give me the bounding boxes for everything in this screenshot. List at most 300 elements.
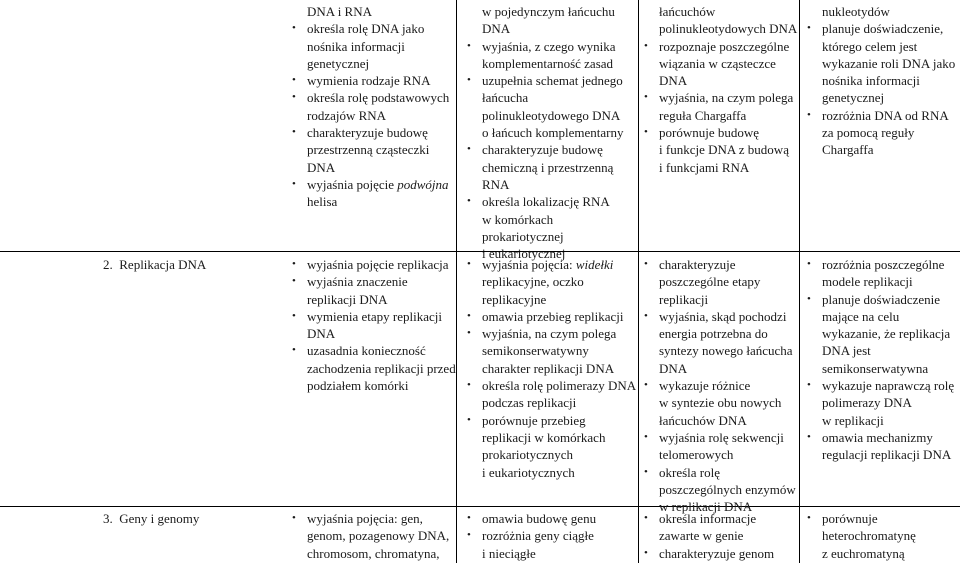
bullet-line [482, 89, 637, 106]
bullet-line [307, 55, 455, 72]
bullet-icon: • [644, 430, 648, 443]
bullet-item [644, 124, 798, 176]
bullet-line [822, 446, 959, 463]
bullet-line [482, 527, 637, 544]
bullet-text: wyjaśnia pojęcie [307, 176, 398, 192]
bullet-icon: • [292, 512, 296, 524]
bullet-item [467, 527, 637, 562]
extended-row1-cell [467, 3, 637, 262]
bullet-line [822, 360, 959, 377]
bullet-item [292, 89, 455, 124]
bullet-text: omawia budowę genu [482, 511, 597, 526]
extended-row1-lead [482, 3, 637, 38]
bullet-line [659, 342, 798, 359]
bullet-item [644, 464, 798, 516]
bullet-line [482, 211, 637, 228]
bullet-line [482, 510, 637, 527]
bullet-line [822, 429, 959, 446]
bullet-item [467, 510, 637, 527]
bullet-text: wyjaśnia rolę sekwencji [659, 429, 784, 445]
bullet-text: i nieciągłe [482, 545, 536, 561]
bullet-line [659, 545, 798, 562]
bullet-line [659, 308, 798, 325]
bullet-text: wyjaśnia pojęcie replikacja [307, 257, 449, 272]
bullet-list [292, 20, 455, 210]
bullet-icon: • [467, 195, 471, 208]
bullet-text: mające na celu [822, 308, 900, 324]
bullet-line [822, 273, 959, 290]
bullet-line [822, 256, 959, 273]
bullet-text: chemiczną i przestrzenną [482, 159, 614, 175]
bullet-line [482, 446, 637, 463]
bullet-text: heterochromatynę [822, 528, 916, 544]
advanced-row1-lead [659, 3, 798, 38]
bullet-text: rozróżnia poszczególne [822, 257, 945, 272]
bullet-text: zachodzenia replikacji przed [307, 360, 456, 376]
bullet-text: wykazuje różnice [659, 378, 751, 394]
bullet-text: poszczególne etapy [659, 274, 761, 290]
bullet-text: i eukariotycznych [482, 464, 575, 480]
bullet-line [822, 412, 959, 429]
italic-term: widełki [575, 257, 614, 272]
bullet-line [659, 273, 798, 290]
bullet-line [482, 308, 637, 325]
bullet-text: charakteryzuje budowę [307, 125, 428, 141]
bullet-text: w replikacji [822, 412, 884, 428]
bullet-item [292, 308, 455, 343]
bullet-item [467, 308, 637, 325]
bullet-line [482, 464, 637, 481]
bullet-line [822, 394, 959, 411]
extended-row3-cell [467, 510, 637, 562]
bullet-icon: • [807, 258, 811, 270]
bullet-list [807, 256, 959, 464]
bullet-text: rodzajów RNA [307, 107, 387, 123]
bullet-text: replikacji DNA [307, 291, 388, 307]
bullet-line [822, 124, 959, 141]
bullet-icon: • [292, 91, 296, 104]
bullet-icon: • [292, 344, 296, 357]
bullet-item [467, 72, 637, 141]
bullet-icon: • [292, 74, 296, 87]
bullet-text: replikacji w komórkach [482, 429, 606, 445]
bullet-line [307, 342, 455, 359]
bullet-icon: • [807, 512, 811, 524]
bullet-text: uzasadnia konieczność [307, 343, 426, 359]
bullet-text: rozróżnia geny ciągłe [482, 528, 594, 544]
bullet-icon: • [292, 309, 296, 322]
bullet-line [659, 325, 798, 342]
basic-row1-cell [292, 3, 455, 211]
bullet-text: wiązania w cząsteczce [659, 55, 776, 71]
bullet-text: o łańcuch komplementarny [482, 125, 624, 141]
bullet-list [467, 256, 637, 481]
bullet-item [467, 38, 637, 73]
bullet-line [659, 55, 798, 72]
bullet-line [307, 176, 455, 193]
basic-row2-cell [292, 256, 456, 394]
bullet-text: wykazanie, że replikacja [822, 326, 951, 342]
bullet-line [482, 228, 637, 245]
bullet-line [659, 360, 798, 377]
bullet-icon: • [644, 309, 648, 322]
bullet-line [822, 510, 959, 527]
bullet-text: wyjaśnia, na czym polega [482, 326, 617, 342]
bullet-line [482, 273, 637, 290]
bullet-line [822, 141, 959, 158]
bullet-line [307, 510, 455, 527]
bullet-line [307, 141, 455, 158]
basic-row1-lead: DNA i RNA [307, 4, 373, 19]
column-divider [456, 0, 457, 563]
bullet-text: omawia mechanizmy [822, 429, 933, 445]
bullet-text: za pomocą reguły [822, 125, 915, 141]
continuation-line: w pojedynczym łańcuchu [482, 4, 615, 19]
bullet-item [644, 429, 798, 464]
bullet-item [807, 256, 959, 291]
bullet-item [807, 291, 959, 377]
bullet-line [307, 89, 455, 106]
bullet-line [482, 256, 637, 273]
bullet-text: z euchromatyną [822, 545, 905, 561]
bullet-text: wyjaśnia pojęcia: gen, [307, 511, 423, 526]
bullet-line [482, 325, 637, 342]
continuation-line: nukleotydów [822, 4, 890, 19]
row-divider [0, 506, 960, 507]
bullet-item [807, 20, 959, 106]
bullet-line [482, 342, 637, 359]
bullet-line [307, 20, 455, 37]
bullet-line [659, 429, 798, 446]
bullet-line [307, 72, 455, 89]
bullet-text: modele replikacji [822, 274, 913, 290]
bullet-line [822, 38, 959, 55]
italic-term: podwójna [397, 176, 449, 192]
bullet-line [482, 55, 637, 72]
bullet-text: wyjaśnia, skąd pochodzi [659, 308, 787, 324]
bullet-text: semikonserwatywna [822, 360, 929, 376]
excellent-row1-cell [807, 3, 959, 159]
section-title: Geny i genomy [119, 511, 200, 526]
bullet-item [292, 124, 455, 176]
bullet-list [467, 38, 637, 263]
bullet-item [807, 510, 959, 562]
continuation-line: DNA [482, 21, 511, 37]
bullet-icon: • [467, 143, 471, 156]
bullet-text: regulacji replikacji DNA [822, 447, 952, 463]
bullet-text: replikacji [659, 291, 709, 307]
bullet-text: DNA [659, 360, 688, 376]
bullet-line [659, 510, 798, 527]
bullet-line [659, 464, 798, 481]
bullet-text: planuje doświadczenie, [822, 21, 944, 37]
section-title-replication [103, 257, 206, 273]
bullet-line [482, 412, 637, 429]
bullet-text: charakter replikacji DNA [482, 360, 615, 376]
bullet-line [307, 107, 455, 124]
bullet-text: podziałem komórki [307, 378, 409, 394]
bullet-icon: • [467, 258, 471, 270]
bullet-line [307, 308, 455, 325]
bullet-list [807, 510, 959, 562]
bullet-text: helisa [307, 194, 338, 210]
bullet-text: omawia przebieg replikacji [482, 308, 624, 324]
bullet-icon: • [807, 379, 811, 392]
bullet-text: semikonserwatywny [482, 343, 589, 359]
bullet-line [822, 107, 959, 124]
bullet-item [467, 377, 637, 412]
bullet-text: i funkcjami RNA [659, 159, 750, 175]
bullet-icon: • [807, 292, 811, 305]
bullet-item [644, 89, 798, 124]
bullet-line [822, 89, 959, 106]
bullet-text: nośnika informacji [822, 73, 920, 89]
bullet-item [467, 412, 637, 481]
bullet-text: chromosom, chromatyna, [307, 545, 440, 561]
bullet-line [482, 176, 637, 193]
continuation-line: łańcuchów [659, 4, 716, 19]
bullet-line [482, 124, 637, 141]
bullet-line [482, 72, 637, 89]
bullet-line [659, 291, 798, 308]
bullet-item [807, 429, 959, 464]
bullet-text: w syntezie obu nowych [659, 395, 782, 411]
bullet-item [644, 256, 798, 308]
bullet-icon: • [644, 91, 648, 104]
bullet-item [644, 377, 798, 429]
bullet-text: charakteryzuje budowę [482, 142, 603, 158]
bullet-text: zawarte w genie [659, 528, 744, 544]
bullet-icon: • [644, 546, 648, 559]
bullet-line [822, 325, 959, 342]
advanced-row1-cell [644, 3, 798, 176]
bullet-line [659, 256, 798, 273]
bullet-text: genetycznej [307, 55, 370, 71]
bullet-icon: • [467, 39, 471, 52]
bullet-icon: • [292, 126, 296, 139]
bullet-line [482, 394, 637, 411]
bullet-text: w replikacji DNA [659, 499, 753, 515]
continuation-line: polinukleotydowych DNA [659, 21, 798, 37]
bullet-text: planuje doświadczenie [822, 291, 941, 307]
bullet-line [307, 527, 455, 544]
bullet-text: DNA jest [822, 343, 871, 359]
bullet-line [822, 55, 959, 72]
bullet-line [822, 527, 959, 544]
bullet-icon: • [644, 465, 648, 478]
section-number: 3. [103, 511, 113, 526]
bullet-icon: • [467, 327, 471, 340]
bullet-text: rozpoznaje poszczególne [659, 38, 790, 54]
bullet-text: genetycznej [822, 90, 885, 106]
bullet-line [659, 412, 798, 429]
column-divider [799, 0, 800, 563]
bullet-icon: • [644, 126, 648, 139]
bullet-text: syntezy nowego łańcucha [659, 343, 793, 359]
bullet-line [307, 193, 455, 210]
bullet-text: genom, pozagenowy DNA, [307, 528, 450, 544]
bullet-text: porównuje budowę [659, 125, 760, 141]
bullet-text: porównuje [822, 511, 878, 526]
excellent-row3-cell [807, 510, 959, 562]
extended-row2-cell [467, 256, 637, 481]
bullet-icon: • [467, 413, 471, 426]
bullet-icon: • [644, 512, 648, 524]
bullet-text: reguła Chargaffa [659, 107, 747, 123]
bullet-text: nośnika informacji [307, 38, 405, 54]
bullet-text: określa rolę podstawowych [307, 90, 450, 106]
section-title-genes [103, 511, 199, 527]
bullet-line [482, 38, 637, 55]
excellent-row1-lead [822, 3, 959, 20]
bullet-icon: • [807, 430, 811, 443]
bullet-text: porównuje przebieg [482, 412, 586, 428]
bullet-item [292, 176, 455, 211]
bullet-line [307, 325, 455, 342]
bullet-line [307, 291, 455, 308]
bullet-line [307, 256, 455, 273]
bullet-text: DNA [307, 326, 336, 342]
bullet-line [482, 429, 637, 446]
bullet-line [307, 273, 455, 290]
excellent-row2-cell [807, 256, 959, 464]
bullet-line [482, 159, 637, 176]
bullet-line [822, 342, 959, 359]
bullet-text: w komórkach [482, 211, 554, 227]
bullet-line [659, 446, 798, 463]
bullet-line [482, 193, 637, 210]
bullet-icon: • [467, 529, 471, 542]
bullet-text: którego celem jest [822, 38, 918, 54]
bullet-icon: • [292, 258, 296, 270]
bullet-line [482, 291, 637, 308]
bullet-line [822, 72, 959, 89]
bullet-line [659, 38, 798, 55]
bullet-item [644, 510, 798, 545]
bullet-line [659, 72, 798, 89]
bullet-text: wymienia rodzaje RNA [307, 73, 431, 89]
bullet-text: wymienia etapy replikacji [307, 308, 443, 324]
section-number: 2. [103, 257, 113, 272]
bullet-line [822, 377, 959, 394]
bullet-text: wyjaśnia, na czym polega [659, 90, 794, 106]
bullet-text: prokariotycznych [482, 447, 573, 463]
bullet-line [659, 141, 798, 158]
bullet-item [292, 510, 455, 562]
bullet-text: komplementarność zasad [482, 55, 614, 71]
basic-row3-cell [292, 510, 455, 562]
bullet-text: uzupełnia schemat jednego [482, 73, 623, 89]
bullet-line [307, 38, 455, 55]
bullet-line [822, 308, 959, 325]
advanced-row3-cell [644, 510, 798, 562]
bullet-text: charakteryzuje [659, 257, 736, 272]
bullet-icon: • [644, 258, 648, 270]
bullet-text: wykazanie roli DNA jako [822, 55, 956, 71]
bullet-icon: • [467, 379, 471, 392]
advanced-row2-cell [644, 256, 798, 515]
bullet-icon: • [292, 22, 296, 35]
bullet-item [644, 545, 798, 562]
bullet-text: prokariotycznej [482, 228, 564, 244]
bullet-item [292, 72, 455, 89]
bullet-text: i funkcje DNA z budową [659, 142, 789, 158]
bullet-line [822, 291, 959, 308]
bullet-line [307, 159, 455, 176]
bullet-list [644, 510, 798, 562]
bullet-text: łańcucha [482, 90, 529, 106]
bullet-line [659, 394, 798, 411]
bullet-item [467, 256, 637, 308]
bullet-line [659, 481, 798, 498]
bullet-text: rozróżnia DNA od RNA [822, 107, 949, 123]
bullet-item [292, 342, 456, 394]
row-divider [0, 251, 960, 252]
bullet-icon: • [644, 379, 648, 392]
bullet-text: polimerazy DNA [822, 395, 912, 411]
bullet-text: poszczególnych enzymów [659, 481, 796, 497]
bullet-line [482, 360, 637, 377]
bullet-icon: • [807, 22, 811, 35]
bullet-line [659, 159, 798, 176]
bullet-text: polinukleotydowego DNA [482, 107, 621, 123]
bullet-text: podczas replikacji [482, 395, 577, 411]
bullet-text: Chargaffa [822, 142, 874, 158]
bullet-text: DNA [307, 159, 336, 175]
bullet-line [307, 545, 455, 562]
bullet-line [659, 124, 798, 141]
bullet-line [659, 377, 798, 394]
bullet-line [307, 377, 455, 394]
bullet-line [307, 360, 455, 377]
bullet-text: wyjaśnia pojęcia: [482, 257, 576, 272]
bullet-icon: • [644, 39, 648, 52]
bullet-icon: • [467, 309, 471, 322]
bullet-list [292, 510, 455, 562]
bullet-text: przestrzenną cząsteczki [307, 142, 430, 158]
bullet-text: wyjaśnia, z czego wynika [482, 38, 616, 54]
bullet-item [292, 273, 455, 308]
bullet-line [482, 107, 637, 124]
bullet-item [292, 20, 455, 72]
bullet-list [644, 256, 798, 515]
bullet-line [822, 20, 959, 37]
bullet-text: replikacyjne, oczko [482, 274, 584, 290]
bullet-item [292, 256, 455, 273]
bullet-line [659, 527, 798, 544]
bullet-text: energia potrzebna do [659, 326, 768, 342]
bullet-line [659, 107, 798, 124]
column-divider [638, 0, 639, 563]
section-title: Replikacja DNA [119, 257, 207, 272]
bullet-line [822, 545, 959, 562]
bullet-text: i eukariotycznej [482, 246, 566, 262]
bullet-list [292, 256, 456, 394]
bullet-text: określa lokalizację RNA [482, 194, 610, 210]
bullet-item [644, 308, 798, 377]
bullet-item [467, 141, 637, 193]
bullet-list [467, 510, 637, 562]
bullet-icon: • [467, 512, 471, 524]
bullet-item [807, 377, 959, 429]
bullet-line [307, 124, 455, 141]
bullet-icon: • [292, 275, 296, 288]
bullet-line [482, 545, 637, 562]
bullet-text: wykazuje naprawczą rolę [822, 378, 955, 394]
bullet-list [644, 38, 798, 176]
bullet-list [807, 20, 959, 158]
bullet-text: określa rolę DNA jako [307, 21, 425, 37]
